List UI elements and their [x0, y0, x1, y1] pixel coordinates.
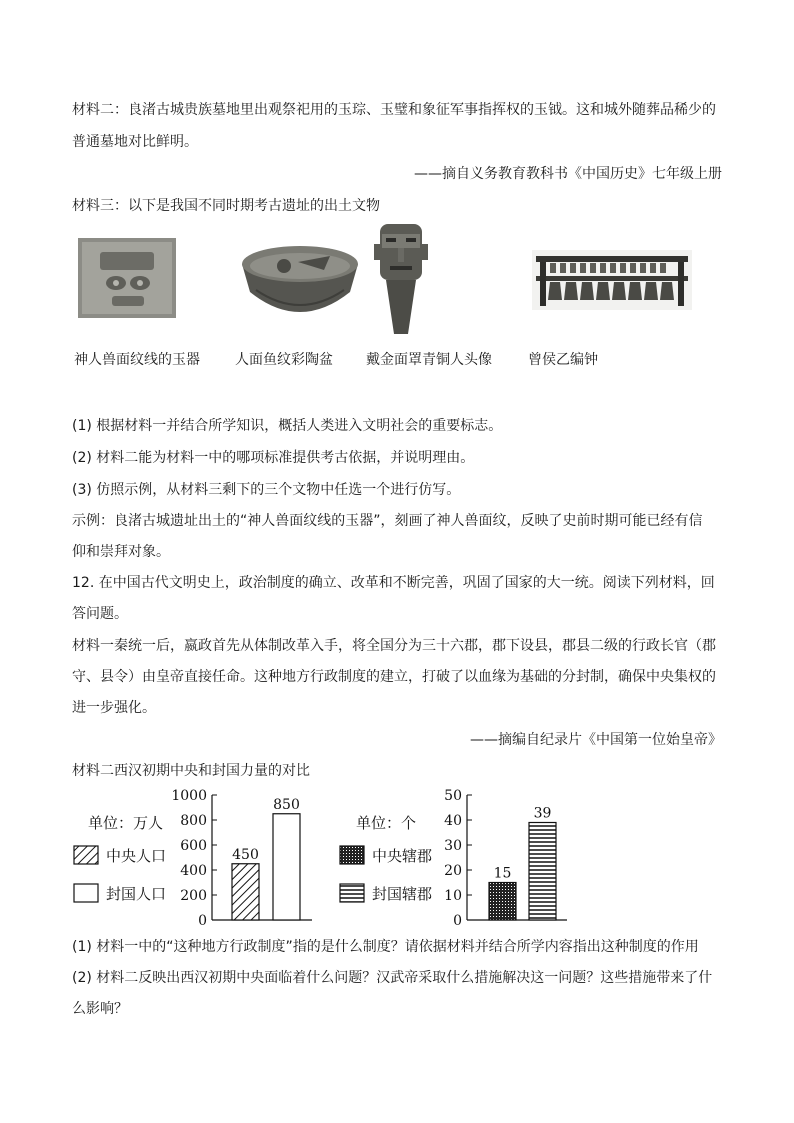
- legend-swatch: [74, 846, 98, 864]
- legend-label: 中央辖郡: [372, 847, 433, 865]
- q12-intro-line2: 答问题。: [72, 606, 128, 622]
- q11-part3: (3) 仿照示例，从材料三剩下的三个文物中任选一个进行仿写。: [72, 482, 461, 498]
- artifact-caption: 戴金面罩青铜人头像: [366, 352, 492, 368]
- material3-title: 材料三：以下是我国不同时期考古遗址的出土文物: [72, 198, 380, 214]
- q12-material1-line2: 守、县令）由皇帝直接任命。这种地方行政制度的建立，打破了以血缘为基础的分封制，确保中央集权的: [72, 669, 716, 685]
- legend-swatch: [74, 884, 98, 902]
- material2-line2: 普通墓地对比鲜明。: [72, 134, 198, 150]
- legend-swatch: [340, 884, 364, 902]
- q11-part2: (2) 材料二能为材料一中的哪项标准提供考古依据，并说明理由。: [72, 450, 475, 466]
- legend-label: 封国人口: [106, 885, 167, 903]
- artifact-caption: 人面鱼纹彩陶盆: [235, 352, 333, 368]
- q11-example-line1: 示例：良渚古城遗址出土的“神人兽面纹线的玉器”，刻画了神人兽面纹，反映了史前时期可能已经有信: [72, 513, 703, 529]
- bar: [273, 814, 300, 920]
- data-label: 450: [232, 846, 259, 863]
- unit-label: 单位：个: [356, 814, 417, 832]
- legend-swatch: [340, 846, 364, 864]
- bronze-chime-bells-image: [532, 250, 692, 310]
- y-tick-label: 40: [444, 813, 462, 829]
- q12-material1-line1: 材料一秦统一后，嬴政首先从体制改革入手，将全国分为三十六郡，郡下设县，郡县二级的行政长官（郡: [72, 638, 716, 654]
- q12-part2-line1: (2) 材料二反映出西汉初期中央面临着什么问题？汉武帝采取什么措施解决这一问题？这些措施带来了什: [72, 970, 713, 986]
- bar: [489, 883, 516, 921]
- y-tick-label: 50: [444, 788, 462, 804]
- q12-material2-title: 材料二西汉初期中央和封国力量的对比: [72, 763, 310, 779]
- y-tick-label: 30: [444, 838, 462, 854]
- jade-artifact-image: [78, 238, 176, 318]
- material2-line1: 材料二：良渚古城贵族墓地里出观祭祀用的玉琮、玉璧和象征军事指挥权的玉钺。这和城外随葬品稀少的: [72, 102, 716, 118]
- bar: [529, 823, 556, 921]
- y-tick-label: 600: [180, 838, 207, 854]
- y-tick-label: 1000: [171, 788, 207, 804]
- painted-pottery-basin-image: [238, 236, 362, 322]
- y-tick-label: 0: [453, 913, 462, 929]
- y-tick-label: 200: [180, 888, 207, 904]
- unit-label: 单位：万人: [88, 814, 164, 832]
- material2-source: ——摘自义务教育教科书《中国历史》七年级上册: [414, 166, 722, 182]
- bar: [232, 864, 259, 920]
- q12-material1-line3: 进一步强化。: [72, 700, 156, 716]
- q11-example-line2: 仰和崇拜对象。: [72, 544, 170, 560]
- y-tick-label: 10: [444, 888, 462, 904]
- q11-part1: (1) 根据材料一并结合所学知识，概括人类进入文明社会的重要标志。: [72, 418, 503, 434]
- legend-label: 封国辖郡: [372, 885, 433, 903]
- y-tick-label: 400: [180, 863, 207, 879]
- data-label: 15: [493, 865, 512, 882]
- y-tick-label: 20: [444, 863, 462, 879]
- bronze-head-gold-mask-image: [372, 222, 430, 336]
- y-tick-label: 800: [180, 813, 207, 829]
- artifact-caption: 神人兽面纹线的玉器: [74, 352, 200, 368]
- q12-part1: (1) 材料一中的“这种地方行政制度”指的是什么制度？请依据材料并结合所学内容指出这种制度的作用: [72, 939, 699, 955]
- material2-charts: [0, 780, 794, 940]
- q12-material1-source: ——摘编自纪录片《中国第一位始皇帝》: [470, 732, 722, 748]
- data-label: 850: [273, 796, 300, 813]
- q12-intro-line1: 12. 在中国古代文明史上，政治制度的确立、改革和不断完善，巩固了国家的大一统。阅读下列材料，回: [72, 575, 715, 591]
- data-label: 39: [533, 805, 552, 822]
- artifact-caption: 曾侯乙编钟: [528, 352, 598, 368]
- legend-label: 中央人口: [106, 847, 167, 865]
- q12-part2-line2: 么影响？: [72, 1001, 128, 1017]
- y-tick-label: 0: [198, 913, 207, 929]
